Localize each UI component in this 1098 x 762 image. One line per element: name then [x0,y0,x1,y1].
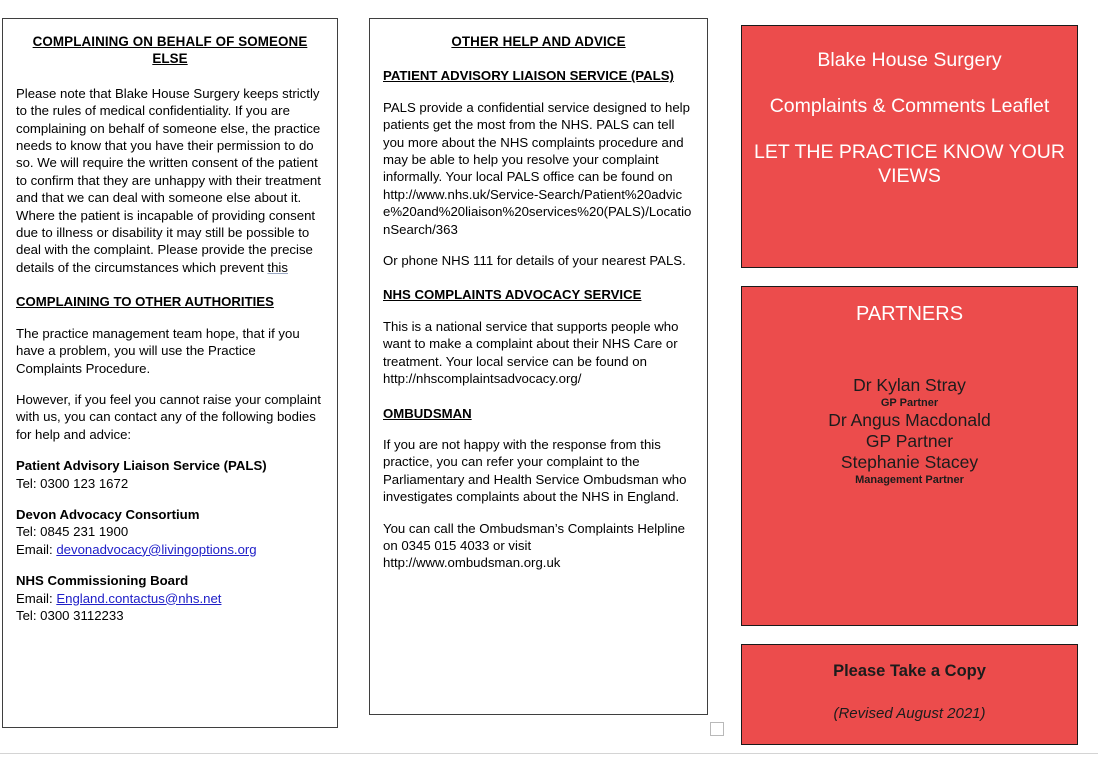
left-subheading-authorities: COMPLAINING TO OTHER AUTHORITIES [16,294,274,310]
pals-phone-paragraph: Or phone NHS 111 for details of your nearest PALS. [383,253,686,269]
partner-role: GP Partner [865,431,954,451]
spacer [383,422,694,436]
ombudsman-paragraph-1: If you are not happy with the response from this practice, you can refer your complaint to the Parliamentary and Health Service Ombudsman who investigates complaints about the NHS in England. [383,436,687,505]
spacer [383,50,694,67]
partner-name: Stephanie Stacey [840,452,979,472]
spacer [742,645,1077,662]
middle-text-panel [369,18,708,715]
contact-tel-devon: Tel: 0845 231 1900 [16,524,129,540]
page-divider-rule [0,753,1098,754]
contact-name-nhs: NHS Commissioning Board [16,573,189,589]
left-paragraph-4: However, if you feel you cannot raise your complaint with us, you can contact any of the following bodies for help and advice: [16,391,321,442]
advocacy-paragraph: This is a national service that supports people who want to make a complaint about their NHS Care or treatment. Your local service can be found on [383,318,679,369]
partners-heading: PARTNERS [855,303,964,325]
middle-subheading-ombudsman: OMBUDSMAN [383,405,472,421]
email-label: Email: [16,590,57,606]
spacer [742,681,1077,705]
partner-name: Dr Kylan Stray [853,375,966,395]
practice-name: Blake House Surgery [817,49,1002,71]
spacer [16,311,324,325]
ombudsman-url[interactable]: http://www.ombudsman.org.uk [383,555,561,571]
spacer [742,118,1077,140]
partner-entry [742,410,1077,452]
leaflet-subtitle: Complaints & Comments Leaflet [769,95,1050,117]
spacer [383,269,694,286]
contact-email-nhs [16,590,324,607]
spacer [383,506,694,520]
partner-entry [742,375,1077,410]
spacer [383,238,694,252]
middle-subheading-advocacy: NHS COMPLAINTS ADVOCACY SERVICE [383,287,642,303]
leaflet-tagline: LET THE PRACTICE KNOW YOUR VIEWS [754,141,1065,187]
contact-email-devon [16,541,324,558]
email-link-nhs[interactable]: England.contactus@nhs.net [56,590,222,606]
partner-role: Management Partner [855,474,964,486]
left-panel-heading: COMPLAINING ON BEHALF OF SOMEONE ELSE [32,34,308,67]
email-label: Email: [16,541,57,557]
left-paragraph-3: The practice management team hope, that if you have a problem, you will use the Practice Complaints Procedure. [16,325,300,376]
spacer [16,492,324,506]
take-a-copy-red-box [741,644,1078,745]
left-text-panel [2,18,338,728]
resize-handle[interactable] [710,722,724,736]
advocacy-url[interactable]: http://nhscomplaintsadvocacy.org/ [383,371,582,387]
spacer [742,326,1077,375]
ombudsman-paragraph-2: You can call the Ombudsman’s Complaints Helpline on 0345 015 4033 or visit [383,520,686,553]
spacer [16,377,324,391]
left-paragraph-2-text: Where the patient is incapable of providing consent due to illness or disability it may still be possible to deal with the complaint. Please provide the precise details of the circumstances which prevent [16,207,316,275]
contact-tel-pals: Tel: 0300 123 1672 [16,475,129,491]
spacer [742,26,1077,48]
spacer [16,443,324,457]
contact-name-devon: Devon Advocacy Consortium [16,506,200,522]
contact-name-pals: Patient Advisory Liaison Service (PALS) [16,458,267,474]
middle-subheading-pals: PATIENT ADVISORY LIAISON SERVICE (PALS) [383,68,674,84]
spacer [742,72,1077,94]
spacer [16,68,324,85]
pals-paragraph: PALS provide a confidential service designed to help patients get the most from the NHS. PALS can tell you more about the NHS complaints procedure and may be able to help you resolve your complaint informally. Your local PALS office can be found on [383,99,690,185]
partners-red-box [741,286,1078,626]
partner-name: Dr Angus Macdonald [828,410,991,430]
spacer [16,558,324,572]
spacer [383,304,694,318]
revised-date: (Revised August 2021) [833,705,986,722]
email-link-devon[interactable]: devonadvocacy@livingoptions.org [56,541,257,557]
left-paragraph-2 [16,207,324,277]
spacer [16,276,324,293]
spacer [383,388,694,405]
this-link[interactable]: this [267,259,288,275]
take-a-copy-title: Please Take a Copy [833,662,986,680]
spacer [383,85,694,99]
pals-url[interactable]: http://www.nhs.uk/Service-Search/Patient%20advice%20and%20liaison%20services%20(PALS)/LocationSearch/363 [383,186,692,237]
left-paragraph-1: Please note that Blake House Surgery keeps strictly to the rules of medical confidentiality. If you are complaining on behalf of someone else, the practice needs to know that you have their permission to do so. We will require the written consent of the patient to confirm that they are unhappy with their treatment and that we can deal with someone else about it. [16,85,321,206]
partner-entry [742,452,1077,487]
contact-tel-nhs: Tel: 0300 3112233 [16,607,124,623]
partner-role: GP Partner [880,397,939,409]
header-red-box [741,25,1078,268]
middle-panel-heading: OTHER HELP AND ADVICE [451,34,626,49]
